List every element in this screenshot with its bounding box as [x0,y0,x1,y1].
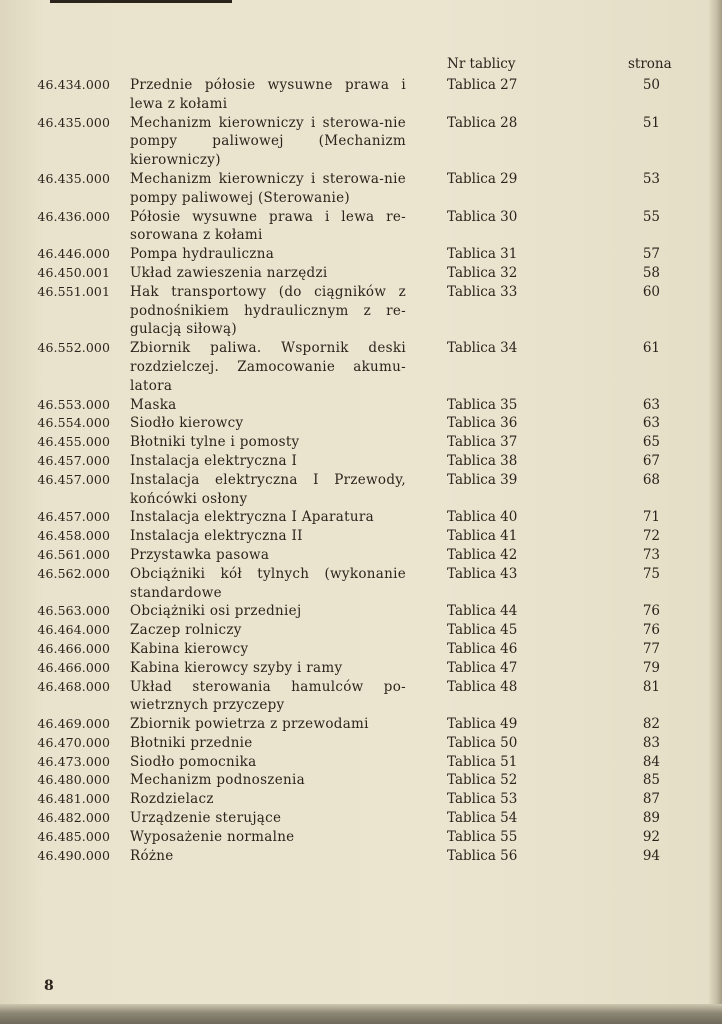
entry-title: Obciążniki kół tylnych (wykonanie standardowe [130,565,406,601]
entry-page-ref: 82 [642,716,660,733]
index-entry [0,76,722,114]
entry-title: Kabina kierowcy szyby i ramy [130,659,343,676]
entry-code: 46.552.000 [37,340,110,356]
entry-title: Obciążniki osi przedniej [130,603,302,620]
entry-page-ref: 75 [642,565,660,582]
entry-table-ref: Tablica 42 [447,546,518,563]
entry-page-ref: 68 [642,471,660,488]
index-entry [0,602,722,621]
entry-page-ref: 51 [642,114,660,131]
entry-title: Układ zawieszenia narzędzi [130,264,328,281]
index-entry [0,828,722,847]
entry-table-ref: Tablica 40 [447,509,518,526]
index-entry [0,114,722,170]
entry-code: 46.551.001 [37,283,110,299]
index-entry [0,339,722,395]
index-entry [0,527,722,546]
entry-table-ref: Tablica 36 [447,415,518,432]
entry-table-ref: Tablica 32 [447,264,518,281]
entry-table-ref: Tablica 27 [447,77,518,93]
entry-code: 46.470.000 [37,734,110,750]
entry-page-ref: 57 [642,246,660,263]
entry-code: 46.563.000 [37,603,110,619]
entry-title: Błotniki przednie [130,734,253,751]
entry-page-ref: 85 [642,772,660,789]
page-number: 8 [44,978,54,994]
entry-code: 46.469.000 [37,716,110,732]
entry-page-ref: 72 [642,528,660,545]
entry-page-ref: 89 [642,810,660,827]
entry-page-ref: 79 [642,659,660,676]
entry-page-ref: 63 [642,396,660,413]
entry-title: Siodło kierowcy [130,415,244,432]
entry-table-ref: Tablica 37 [447,434,518,451]
entry-title: Kabina kierowcy [130,640,249,657]
entry-page-ref: 84 [642,753,660,770]
entry-title: Instalacja elektryczna I [130,452,298,469]
header-strona: strona [628,56,672,72]
entry-code: 46.468.000 [37,678,110,694]
index-entry [0,715,722,734]
entry-table-ref: Tablica 31 [447,246,518,263]
index-entry [0,565,722,603]
entry-title: Układ sterowania hamulców po-wietrznych przyczepy [130,678,406,714]
entry-table-ref: Tablica 46 [447,640,518,657]
entry-page-ref: 87 [642,791,660,808]
index-entry [0,546,722,565]
entry-page-ref: 60 [642,283,660,300]
entry-table-ref: Tablica 48 [447,678,518,695]
index-entry [0,678,722,716]
entry-table-ref: Tablica 51 [447,753,518,770]
entry-code: 46.480.000 [37,772,110,788]
index-entry [0,471,722,509]
header-nr-tablicy: Nr tablicy [447,56,516,72]
entry-page-ref: 76 [642,603,660,620]
entry-title: Błotniki tylne i pomosty [130,434,300,451]
entry-title: Półosie wysuwne prawa i lewa re-sorowana z kołami [130,208,406,244]
entry-code: 46.553.000 [37,396,110,412]
entry-page-ref: 55 [642,208,660,225]
entry-code: 46.434.000 [37,77,110,92]
entry-title: Instalacja elektryczna I Aparatura [130,509,374,526]
index-entry [0,809,722,828]
entry-table-ref: Tablica 33 [447,283,518,300]
entry-page-ref: 58 [642,264,660,281]
index-entry [0,264,722,283]
entry-title: Mechanizm kierowniczy i sterowa-nie pompy paliwowej (Mechanizm kierowniczy) [130,114,406,169]
index-entry [0,659,722,678]
index-entry [0,847,722,866]
entry-table-ref: Tablica 50 [447,734,518,751]
entry-code: 46.481.000 [37,791,110,807]
index-list [0,76,722,865]
entry-title: Mechanizm podnoszenia [130,772,305,789]
entry-table-ref: Tablica 54 [447,810,518,827]
index-entry [0,245,722,264]
entry-table-ref: Tablica 56 [447,847,518,864]
index-entry [0,170,722,208]
entry-title: Urządzenie sterujące [130,810,282,827]
entry-table-ref: Tablica 43 [447,565,518,582]
entry-code: 46.562.000 [37,565,110,581]
entry-table-ref: Tablica 30 [447,208,518,225]
entry-table-ref: Tablica 38 [447,452,518,469]
entry-title: Siodło pomocnika [130,753,257,770]
entry-page-ref: 61 [642,340,660,357]
entry-title: Instalacja elektryczna II [130,528,303,545]
entry-code: 46.435.000 [37,170,110,186]
index-entry [0,414,722,433]
entry-page-ref: 63 [642,415,660,432]
index-entry [0,208,722,246]
entry-page-ref: 71 [642,509,660,526]
index-entry [0,640,722,659]
entry-code: 46.457.000 [37,509,110,525]
entry-code: 46.482.000 [37,810,110,826]
entry-code: 46.457.000 [37,471,110,487]
book-bottom-edge [0,1004,722,1024]
index-entry [0,790,722,809]
entry-table-ref: Tablica 44 [447,603,518,620]
entry-title: Zbiornik paliwa. Wspornik deski rozdzielczej. Zamocowanie akumu-latora [130,340,406,394]
entry-table-ref: Tablica 41 [447,528,518,545]
entry-code: 46.473.000 [37,753,110,769]
entry-title: Przednie półosie wysuwne prawa i lewa z kołami [130,77,406,112]
index-entry [0,621,722,640]
entry-page-ref: 77 [642,640,660,657]
entry-page-ref: 53 [642,170,660,187]
entry-code: 46.450.001 [37,264,110,280]
entry-code: 46.561.000 [37,546,110,562]
entry-code: 46.457.000 [37,452,110,468]
entry-title: Wyposażenie normalne [130,828,295,845]
entry-page-ref: 65 [642,434,660,451]
entry-title: Przystawka pasowa [130,546,270,563]
entry-code: 46.466.000 [37,659,110,675]
entry-code: 46.485.000 [37,828,110,844]
index-entry [0,753,722,772]
entry-table-ref: Tablica 45 [447,622,518,639]
entry-table-ref: Tablica 39 [447,471,518,488]
entry-table-ref: Tablica 35 [447,396,518,413]
entry-code: 46.455.000 [37,434,110,450]
entry-page-ref: 73 [642,546,660,563]
index-entry [0,771,722,790]
entry-code: 46.446.000 [37,246,110,262]
entry-code: 46.458.000 [37,528,110,544]
entry-code: 46.466.000 [37,640,110,656]
entry-table-ref: Tablica 49 [447,716,518,733]
entry-title: Zaczep rolniczy [130,622,242,639]
entry-title: Różne [130,847,174,864]
index-entry [0,396,722,415]
index-entry [0,452,722,471]
entry-page-ref: 50 [642,77,660,93]
entry-page-ref: 94 [642,847,660,864]
column-header [0,56,722,74]
entry-title: Rozdzielacz [130,791,214,808]
entry-table-ref: Tablica 52 [447,772,518,789]
entry-title: Pompa hydrauliczna [130,246,275,263]
top-rule [50,0,232,3]
entry-code: 46.554.000 [37,415,110,431]
entry-title: Zbiornik powietrza z przewodami [130,716,369,733]
entry-table-ref: Tablica 53 [447,791,518,808]
index-entry [0,508,722,527]
entry-table-ref: Tablica 47 [447,659,518,676]
entry-title: Mechanizm kierowniczy i sterowa-nie pompy paliwowej (Sterowanie) [130,170,406,206]
entry-table-ref: Tablica 29 [447,170,518,187]
entry-title: Hak transportowy (do ciągników z podnośnikiem hydraulicznym z re-gulacją siłową) [130,283,406,338]
entry-page-ref: 92 [642,828,660,845]
entry-title: Instalacja elektryczna I Przewody, końcówki osłony [130,471,406,507]
index-entry [0,734,722,753]
entry-page-ref: 76 [642,622,660,639]
entry-title: Maska [130,396,177,413]
entry-code: 46.490.000 [37,847,110,863]
entry-page-ref: 83 [642,734,660,751]
index-entry [0,433,722,452]
entry-table-ref: Tablica 55 [447,828,518,845]
entry-code: 46.464.000 [37,622,110,638]
entry-table-ref: Tablica 34 [447,340,518,357]
entry-page-ref: 67 [642,452,660,469]
entry-code: 46.436.000 [37,208,110,224]
index-entry [0,283,722,339]
entry-page-ref: 81 [642,678,660,695]
entry-code: 46.435.000 [37,114,110,130]
entry-table-ref: Tablica 28 [447,114,518,131]
